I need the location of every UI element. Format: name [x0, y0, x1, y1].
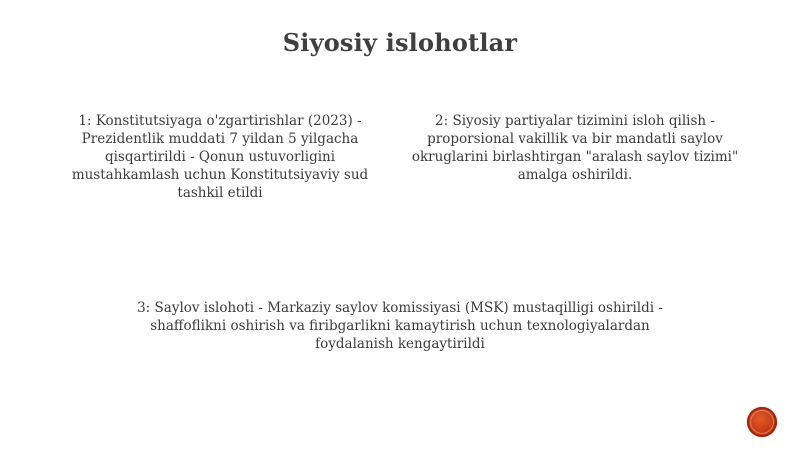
next-slide-button[interactable] [747, 407, 777, 437]
reform-item-constitution: 1: Konstitutsiyaga o'zgartirishlar (2023) - Prezidentlik muddati 7 yildan 5 yilgacha qisqartirildi - Qonun ustuvorligini mustahkamlash uchun Konstitutsiyaviy sud tashkil etildi [71, 113, 369, 201]
reform-item-election: 3: Saylov islohoti - Markaziy saylov komissiyasi (MSK) mustaqilligi oshirildi - shaffoflikni oshirish va firibgarlikni kamaytirish uchun texnologiyalardan foydalanish kengaytirildi [137, 300, 663, 352]
slide-title: Siyosiy islohotlar [282, 28, 518, 57]
reform-item-party-system: 2: Siyosiy partiyalar tizimini isloh qilish - proporsional vakillik va bir mandatli saylov okruglarini birlashtirgan "aralash saylov tizimi" amalga oshirildi. [411, 113, 739, 183]
next-slide-circle-icon [750, 410, 774, 434]
